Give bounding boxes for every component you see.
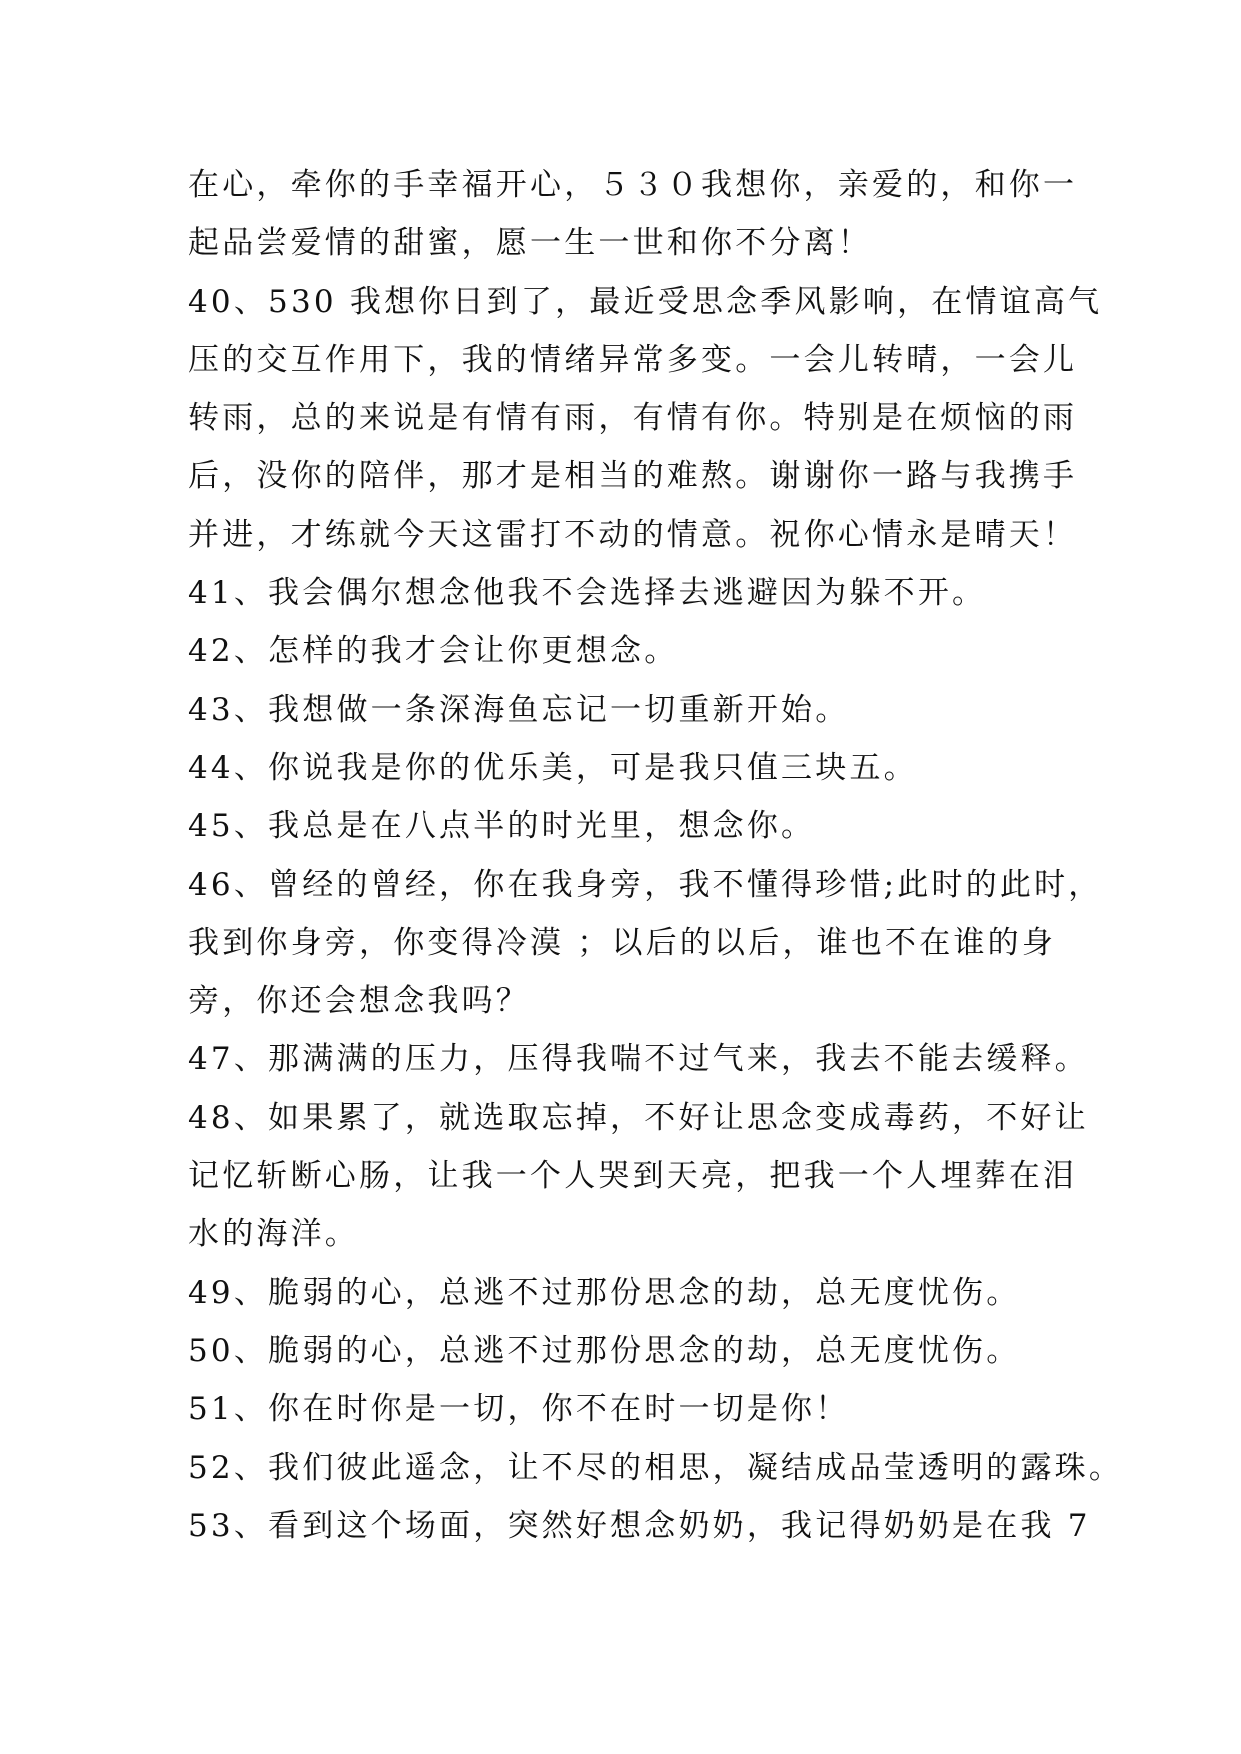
text-line: 40、530 我想你日到了，最近受思念季风影响，在情谊高气: [188, 283, 1103, 320]
text-line: 41、我会偶尔想念他我不会选择去逃避因为躲不开。: [188, 575, 987, 612]
text-line: 51、你在时你是一切，你不在时一切是你！: [188, 1391, 850, 1428]
text-line: 后，没你的陪伴，那才是相当的难熬。谢谢你一路与我携手: [188, 458, 1078, 495]
text-line: 压的交互作用下，我的情绪异常多变。一会儿转晴，一会儿: [188, 341, 1078, 378]
text-line: 在心，牵你的手幸福开心，５３０我想你，亲爱的，和你一: [188, 167, 1078, 203]
text-line: 45、我总是在八点半的时光里，想念你。: [188, 808, 816, 845]
text-line: 47、那满满的压力，压得我喘不过气来，我去不能去缓释。: [188, 1041, 1089, 1078]
text-line: 我到你身旁，你变得冷漠 ；以后的以后，谁也不在谁的身: [188, 924, 1057, 961]
text-line: 48、如果累了，就选取忘掉，不好让思念变成毒药，不好让: [188, 1099, 1089, 1136]
text-line: 44、你说我是你的优乐美，可是我只值三块五。: [188, 749, 918, 786]
text-line: 水的海洋。: [188, 1216, 359, 1253]
text-line: 46、曾经的曾经，你在我身旁，我不懂得珍惜;此时的此时，: [188, 866, 1103, 903]
text-line: 50、脆弱的心，总逃不过那份思念的劫，总无度忧伤。: [188, 1332, 1021, 1369]
text-line: 转雨，总的来说是有情有雨，有情有你。特别是在烦恼的雨: [188, 400, 1078, 437]
text-line: 43、我想做一条深海鱼忘记一切重新开始。: [188, 691, 850, 728]
text-line: 52、我们彼此遥念，让不尽的相思，凝结成品莹透明的露珠。: [188, 1449, 1124, 1486]
text-line: 记忆斩断心肠，让我一个人哭到天亮，把我一个人埋葬在泪: [188, 1158, 1078, 1195]
text-line: 并进，才练就今天这雷打不动的情意。祝你心情永是晴天！: [188, 516, 1078, 553]
text-line: 42、怎样的我才会让你更想念。: [188, 633, 679, 670]
text-line: 49、脆弱的心，总逃不过那份思念的劫，总无度忧伤。: [188, 1274, 1021, 1311]
text-line: 53、看到这个场面，突然好想念奶奶，我记得奶奶是在我 7: [188, 1507, 1091, 1544]
text-line: 起品尝爱情的甜蜜，愿一生一世和你不分离！: [188, 225, 872, 262]
body-text: [188, 156, 1124, 1555]
text-line: 旁，你还会想念我吗？: [188, 983, 530, 1020]
